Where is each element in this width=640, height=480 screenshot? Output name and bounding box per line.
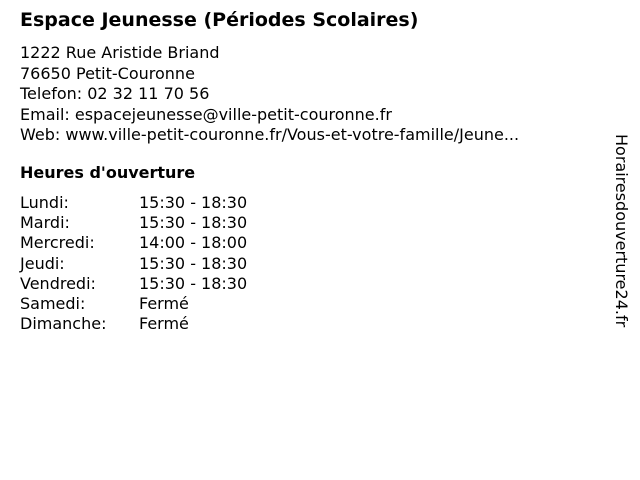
hours-day: Jeudi:: [20, 253, 65, 273]
address-street: 1222 Rue Aristide Briand: [20, 43, 220, 62]
hours-row-jeudi: [20, 254, 247, 274]
hours-row-mardi: [20, 213, 247, 233]
hours-day: Samedi:: [20, 294, 86, 314]
hours-row-dimanche: [20, 314, 247, 334]
opening-hours-table: [20, 193, 247, 334]
site-watermark: Horairesdouverture24.fr: [612, 134, 631, 328]
hours-time: Fermé: [139, 314, 189, 334]
hours-day: Mardi:: [20, 213, 70, 233]
hours-day: Lundi:: [20, 193, 69, 212]
website-link[interactable]: Web: www.ville-petit-couronne.fr/Vous-et-votre-famille/Jeune...: [20, 125, 520, 144]
hours-row-samedi: [20, 294, 247, 314]
hours-row-lundi: [20, 193, 247, 213]
email-address[interactable]: Email: espacejeunesse@ville-petit-couronne.fr: [20, 104, 392, 124]
hours-time: Fermé: [139, 294, 189, 314]
hours-time: 15:30 - 18:30: [139, 273, 248, 293]
hours-row-mercredi: [20, 233, 247, 253]
hours-time: 15:30 - 18:30: [139, 253, 248, 273]
address-city: 76650 Petit-Couronne: [20, 63, 195, 83]
contact-info: [20, 43, 519, 146]
hours-row-vendredi: [20, 274, 247, 294]
hours-day: Vendredi:: [20, 273, 96, 293]
hours-day: Dimanche:: [20, 314, 107, 334]
hours-time: 15:30 - 18:30: [139, 193, 248, 212]
hours-day: Mercredi:: [20, 233, 95, 253]
opening-hours-heading: Heures d'ouverture: [20, 163, 196, 182]
hours-time: 15:30 - 18:30: [139, 213, 248, 233]
phone-number[interactable]: Telefon: 02 32 11 70 56: [20, 84, 210, 103]
hours-time: 14:00 - 18:00: [139, 233, 248, 253]
page-title: Espace Jeunesse (Périodes Scolaires): [20, 9, 419, 31]
